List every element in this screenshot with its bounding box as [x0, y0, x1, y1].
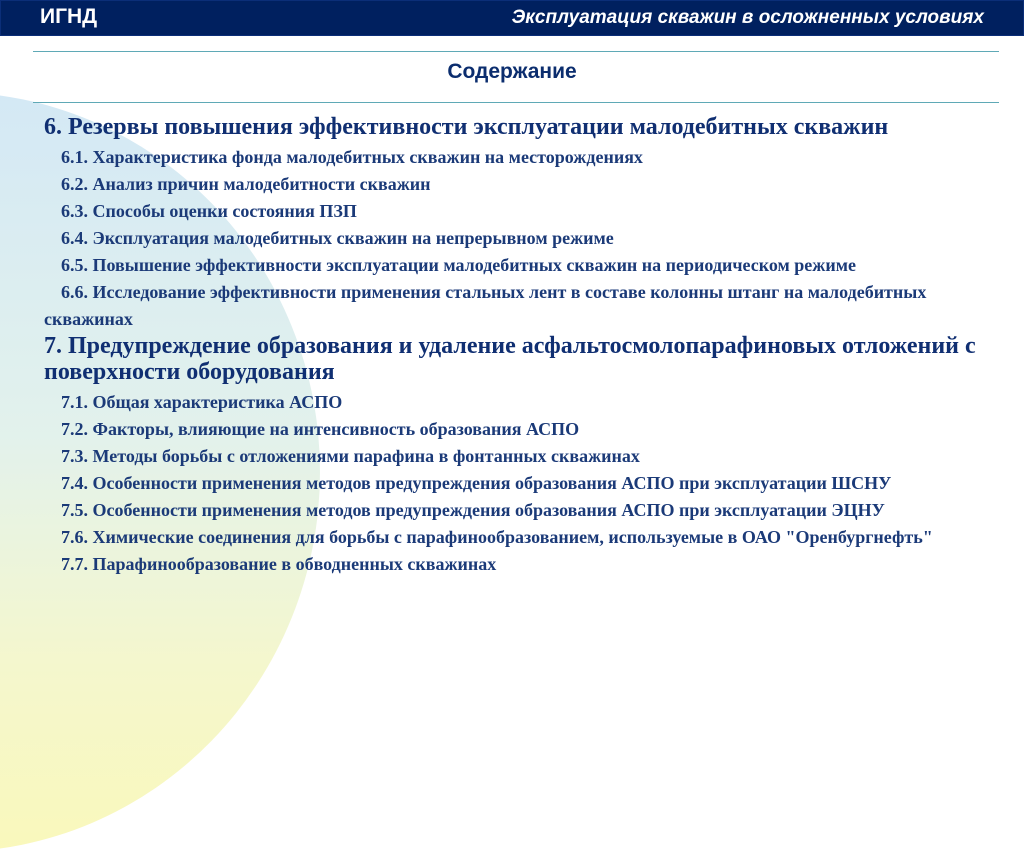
toc-item-7-3: 7.3. Методы борьбы с отложениями парафина в фонтанных скважинах	[61, 446, 640, 466]
toc-item-7-1: 7.1. Общая характеристика АСПО	[61, 392, 343, 412]
header-bar	[0, 0, 1024, 36]
table-of-contents	[44, 114, 994, 578]
brand-label: ИГНД	[40, 5, 98, 28]
toc-item-7-5: 7.5. Особенности применения методов предупреждения образования АСПО при эксплуатации ЭЦНУ	[61, 500, 885, 520]
toc-item-6-4: 6.4. Эксплуатация малодебитных скважин на непрерывном режиме	[61, 228, 614, 248]
page-heading: Содержание	[447, 60, 577, 83]
toc-item-6-1: 6.1. Характеристика фонда малодебитных скважин на месторождениях	[61, 147, 643, 167]
toc-item-6-5: 6.5. Повышение эффективности эксплуатации малодебитных скважин на периодическом режиме	[61, 255, 856, 275]
toc-item-6-3: 6.3. Способы оценки состояния ПЗП	[61, 201, 357, 221]
toc-item-6-6: 6.6. Исследование эффективности применения стальных лент в составе колонны штанг на малодебитных скважинах	[44, 282, 927, 329]
toc-item-7-4: 7.4. Особенности применения методов предупреждения образования АСПО при эксплуатации ШСНУ	[61, 473, 892, 493]
toc-item-7-7: 7.7. Парафинообразование в обводненных скважинах	[61, 554, 497, 574]
toc-item-6-2: 6.2. Анализ причин малодебитности скважин	[61, 174, 431, 194]
toc-item-7-2: 7.2. Факторы, влияющие на интенсивность образования АСПО	[61, 419, 580, 439]
toc-item-7-6: 7.6. Химические соединения для борьбы с парафинообразованием, используемые в ОАО "Оренбургнефть"	[61, 527, 933, 547]
section-6-title: 6. Резервы повышения эффективности эксплуатации малодебитных скважин	[44, 114, 889, 140]
divider-bottom	[33, 102, 999, 103]
divider-top	[33, 51, 999, 52]
header-title: Эксплуатация скважин в осложненных условиях	[511, 7, 984, 28]
section-7-title: 7. Предупреждение образования и удаление асфальтосмолопарафиновых отложений с поверхности оборудования	[44, 333, 976, 385]
